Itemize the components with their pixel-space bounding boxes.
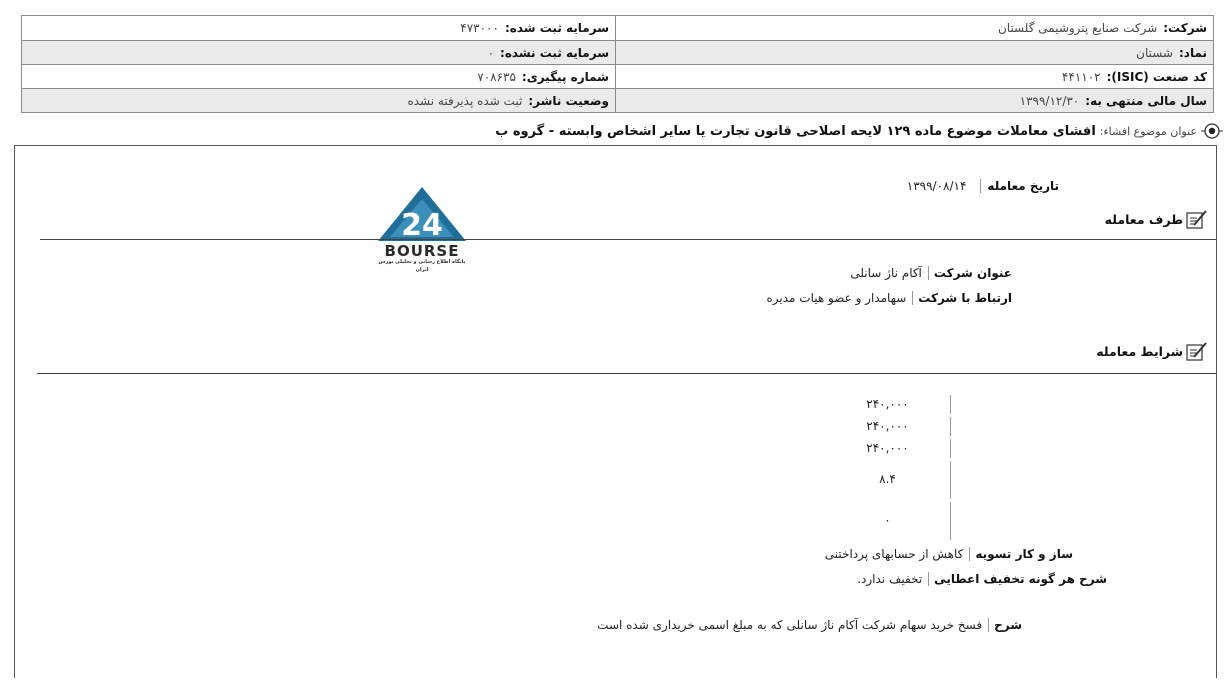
registered-capital-cell	[22, 16, 616, 40]
settlement-value: کاهش از حسابهای پرداختنی	[825, 547, 971, 561]
tracking-number-value: ۷۰۸۶۳۵	[477, 69, 516, 84]
disclosure-body	[14, 145, 1217, 678]
tracking-number-cell	[22, 65, 616, 88]
deal-date-label: تاریخ معامله	[987, 179, 1059, 193]
info-row-1	[22, 16, 1213, 40]
party-company-label: عنوان شرکت	[933, 266, 1012, 280]
company-label: شرکت:	[1163, 21, 1207, 35]
fiscal-year-cell	[616, 89, 1213, 112]
party-relation-value: سهامدار و عضو هیات مدیره	[766, 291, 913, 305]
discount-label: شرح هر گونه تخفیف اعطایی	[934, 572, 1107, 586]
edit-note-icon	[1185, 340, 1209, 362]
condition-value: ۲۴۰,۰۰۰	[866, 419, 909, 433]
condition-separator	[950, 417, 951, 436]
disclosure-subject	[495, 118, 1223, 144]
symbol-value: شستان	[1136, 45, 1173, 60]
publisher-status-label: وضعیت ناشر:	[528, 93, 609, 108]
description-value: فسخ خرید سهام شرکت آکام ناژ سانلی که به مبلغ اسمی خریداری شده است	[597, 618, 989, 632]
unregistered-capital-value: ۰	[487, 45, 495, 60]
symbol-label: نماد:	[1178, 45, 1207, 60]
fiscal-year-value: ۱۳۹۹/۱۲/۳۰	[1019, 93, 1080, 108]
isic-value: ۴۴۱۱۰۲	[1061, 69, 1101, 84]
registered-capital-value: ۴۷۳۰۰۰	[460, 21, 499, 35]
settlement-row	[825, 543, 1073, 565]
subject-value: افشای معاملات موضوع ماده ۱۲۹ لایحه اصلاحی قانون تجارت یا سایر اشخاص وابسته - گروه ب	[495, 123, 1096, 139]
logo-text: BOURSE	[384, 242, 460, 260]
info-row-4	[22, 88, 1213, 112]
conditions-divider	[37, 373, 1216, 374]
subject-label: عنوان موضوع افشاء:	[1099, 124, 1197, 138]
condition-value: ۰	[884, 513, 891, 527]
company-value: شرکت صنایع پتروشیمی گلستان	[997, 21, 1158, 35]
discount-row	[857, 568, 1107, 590]
company-info-table	[21, 15, 1214, 113]
deal-date-value: ۱۳۹۹/۰۸/۱۴	[886, 179, 981, 193]
discount-value: تخفیف ندارد.	[857, 572, 929, 586]
condition-separator	[950, 395, 951, 414]
description-row	[597, 614, 1022, 636]
tracking-number-label: شماره پیگیری:	[521, 69, 609, 84]
party-section-header	[1105, 206, 1209, 232]
condition-separator	[950, 502, 951, 540]
description-label: شرح	[994, 618, 1022, 632]
fiscal-year-label: سال مالی منتهی به:	[1085, 93, 1207, 108]
condition-value: ۲۴۰,۰۰۰	[866, 441, 909, 455]
party-company-value: آکام ناژ سانلی	[850, 266, 929, 280]
svg-text:24: 24	[401, 208, 443, 243]
isic-cell	[616, 65, 1213, 88]
condition-value: ۸.۴	[879, 472, 896, 486]
publisher-status-value: ثبت شده پذیرفته نشده	[407, 93, 523, 108]
symbol-cell	[616, 41, 1213, 64]
condition-value: ۲۴۰,۰۰۰	[866, 397, 909, 411]
info-row-3	[22, 64, 1213, 88]
party-relation-label: ارتباط با شرکت	[918, 291, 1012, 305]
unregistered-capital-label: سرمایه ثبت نشده:	[500, 45, 609, 60]
conditions-section-title: شرایط معامله	[1096, 343, 1183, 359]
deal-date-row	[886, 176, 1059, 196]
target-bullet-icon	[1203, 121, 1223, 141]
party-section-title: طرف معامله	[1104, 211, 1183, 227]
party-relation-row	[766, 288, 1012, 308]
unregistered-capital-cell	[22, 41, 616, 64]
conditions-section-header	[1096, 338, 1209, 364]
party-company-row	[850, 263, 1012, 283]
condition-separator	[950, 439, 951, 458]
logo-caption: پایگاه اطلاع رسانی و تحلیلی بورس ایران	[378, 259, 466, 273]
edit-note-icon	[1185, 208, 1209, 230]
registered-capital-label: سرمایه ثبت شده:	[504, 21, 609, 35]
bourse-logo	[372, 185, 472, 273]
publisher-status-cell	[22, 89, 616, 112]
isic-label: کد صنعت (ISIC):	[1106, 69, 1207, 84]
settlement-label: ساز و کار تسویه	[975, 547, 1073, 561]
party-divider	[40, 239, 1216, 240]
condition-separator	[950, 461, 951, 499]
company-cell	[616, 16, 1213, 40]
bourse-logo-icon	[372, 185, 472, 243]
info-row-2	[22, 40, 1213, 64]
